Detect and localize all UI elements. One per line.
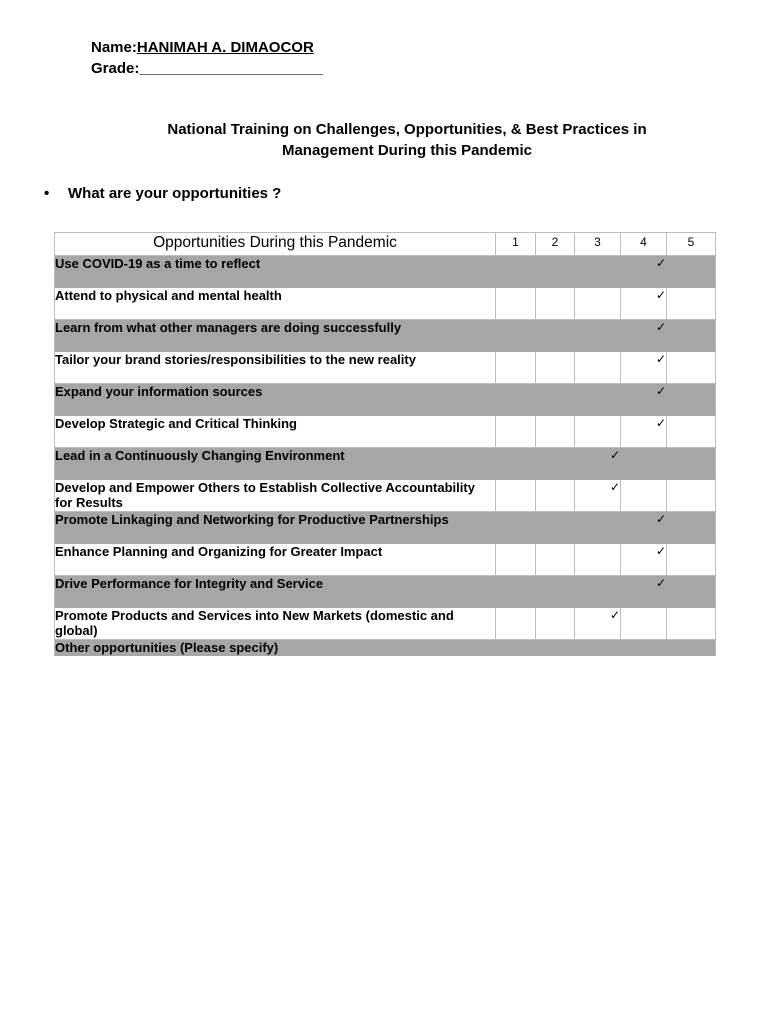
rating-cell-3 — [575, 544, 621, 576]
opportunity-text: Develop Strategic and Critical Thinking — [55, 416, 496, 448]
check-icon: ✓ — [655, 256, 666, 270]
table-row — [55, 576, 716, 608]
grade-label: Grade: — [91, 60, 140, 77]
document-title — [90, 119, 724, 161]
rating-cell-4 — [621, 608, 667, 640]
rating-cell-1 — [496, 448, 536, 480]
grade-line — [91, 60, 323, 78]
check-icon: ✓ — [655, 352, 666, 366]
rating-cell-5 — [667, 640, 716, 656]
opportunity-text: Other opportunities (Please specify) — [55, 640, 496, 656]
opportunity-text: Use COVID-19 as a time to reflect — [55, 256, 496, 288]
rating-cell-1 — [496, 608, 536, 640]
rating-cell-2 — [536, 448, 575, 480]
table-body — [55, 256, 716, 656]
rating-header-4: 4 — [621, 233, 667, 256]
rating-cell-1 — [496, 288, 536, 320]
rating-cell-5 — [667, 480, 716, 512]
rating-cell-1 — [496, 256, 536, 288]
table-row — [55, 448, 716, 480]
rating-cell-4 — [621, 576, 667, 608]
rating-cell-1 — [496, 544, 536, 576]
rating-cell-2 — [536, 352, 575, 384]
rating-cell-3 — [575, 288, 621, 320]
table-header-row — [55, 233, 716, 256]
bullet-icon: • — [44, 185, 50, 202]
rating-cell-5 — [667, 512, 716, 544]
check-icon: ✓ — [609, 608, 620, 622]
rating-cell-2 — [536, 576, 575, 608]
rating-cell-2 — [536, 544, 575, 576]
check-icon: ✓ — [655, 544, 666, 558]
table-row — [55, 416, 716, 448]
table-row — [55, 544, 716, 576]
grade-value: ______________________ — [139, 60, 323, 77]
opportunity-text: Promote Linkaging and Networking for Productive Partnerships — [55, 512, 496, 544]
rating-cell-1 — [496, 480, 536, 512]
table-row — [55, 320, 716, 352]
rating-cell-2 — [536, 416, 575, 448]
rating-cell-4 — [621, 352, 667, 384]
rating-cell-3 — [575, 480, 621, 512]
rating-cell-1 — [496, 640, 536, 656]
rating-cell-4 — [621, 320, 667, 352]
opportunity-text: Develop and Empower Others to Establish Collective Accountability for Results — [55, 480, 496, 512]
rating-cell-1 — [496, 576, 536, 608]
rating-cell-4 — [621, 288, 667, 320]
rating-cell-2 — [536, 608, 575, 640]
opportunity-text: Enhance Planning and Organizing for Greater Impact — [55, 544, 496, 576]
rating-cell-3 — [575, 256, 621, 288]
rating-cell-3 — [575, 320, 621, 352]
rating-cell-4 — [621, 256, 667, 288]
check-icon: ✓ — [655, 320, 666, 334]
table-row — [55, 608, 716, 640]
name-value: HANIMAH A. DIMAOCOR — [136, 39, 314, 56]
rating-cell-3 — [575, 512, 621, 544]
rating-cell-1 — [496, 416, 536, 448]
table-row — [55, 288, 716, 320]
table-row — [55, 384, 716, 416]
rating-cell-4 — [621, 544, 667, 576]
table-row — [55, 480, 716, 512]
rating-cell-5 — [667, 320, 716, 352]
opportunity-text: Tailor your brand stories/responsibilities to the new reality — [55, 352, 496, 384]
question-text: What are your opportunities ? — [68, 185, 282, 202]
rating-cell-3 — [575, 352, 621, 384]
rating-cell-5 — [667, 352, 716, 384]
rating-cell-4 — [621, 480, 667, 512]
table-row — [55, 352, 716, 384]
rating-cell-5 — [667, 448, 716, 480]
rating-cell-2 — [536, 320, 575, 352]
opportunity-text: Drive Performance for Integrity and Service — [55, 576, 496, 608]
rating-cell-2 — [536, 256, 575, 288]
check-icon: ✓ — [609, 448, 620, 462]
rating-cell-5 — [667, 288, 716, 320]
rating-cell-5 — [667, 384, 716, 416]
title-line-1: National Training on Challenges, Opportunities, & Best Practices in — [167, 121, 647, 138]
rating-cell-3 — [575, 640, 621, 656]
rating-cell-4 — [621, 416, 667, 448]
rating-cell-5 — [667, 416, 716, 448]
rating-cell-5 — [667, 576, 716, 608]
name-label: Name: — [91, 39, 137, 56]
column-header: Opportunities During this Pandemic — [55, 233, 496, 256]
rating-cell-2 — [536, 384, 575, 416]
rating-header-1: 1 — [496, 233, 536, 256]
check-icon: ✓ — [655, 288, 666, 302]
rating-cell-3 — [575, 384, 621, 416]
rating-cell-1 — [496, 512, 536, 544]
opportunities-table — [54, 232, 716, 656]
rating-cell-4 — [621, 512, 667, 544]
rating-cell-3 — [575, 448, 621, 480]
rating-cell-1 — [496, 352, 536, 384]
rating-header-2: 2 — [536, 233, 575, 256]
rating-cell-1 — [496, 320, 536, 352]
rating-cell-2 — [536, 640, 575, 656]
check-icon: ✓ — [609, 480, 620, 494]
rating-cell-2 — [536, 480, 575, 512]
opportunity-text: Lead in a Continuously Changing Environment — [55, 448, 496, 480]
table-row — [55, 512, 716, 544]
opportunity-text: Learn from what other managers are doing successfully — [55, 320, 496, 352]
title-line-2: Management During this Pandemic — [281, 142, 533, 159]
table-row — [55, 256, 716, 288]
check-icon: ✓ — [655, 416, 666, 430]
rating-cell-3 — [575, 576, 621, 608]
rating-header-3: 3 — [575, 233, 621, 256]
rating-cell-2 — [536, 512, 575, 544]
rating-cell-2 — [536, 288, 575, 320]
rating-cell-5 — [667, 608, 716, 640]
check-icon: ✓ — [655, 576, 666, 590]
rating-cell-4 — [621, 384, 667, 416]
rating-cell-1 — [496, 384, 536, 416]
rating-cell-5 — [667, 544, 716, 576]
name-line — [91, 39, 314, 57]
rating-cell-3 — [575, 416, 621, 448]
opportunity-text: Attend to physical and mental health — [55, 288, 496, 320]
rating-cell-4 — [621, 448, 667, 480]
check-icon: ✓ — [655, 384, 666, 398]
opportunity-text: Expand your information sources — [55, 384, 496, 416]
table-row — [55, 640, 716, 656]
rating-cell-3 — [575, 608, 621, 640]
rating-cell-4 — [621, 640, 667, 656]
question — [44, 185, 281, 203]
rating-cell-5 — [667, 256, 716, 288]
check-icon: ✓ — [655, 512, 666, 526]
opportunity-text: Promote Products and Services into New Markets (domestic and global) — [55, 608, 496, 640]
rating-header-5: 5 — [667, 233, 716, 256]
